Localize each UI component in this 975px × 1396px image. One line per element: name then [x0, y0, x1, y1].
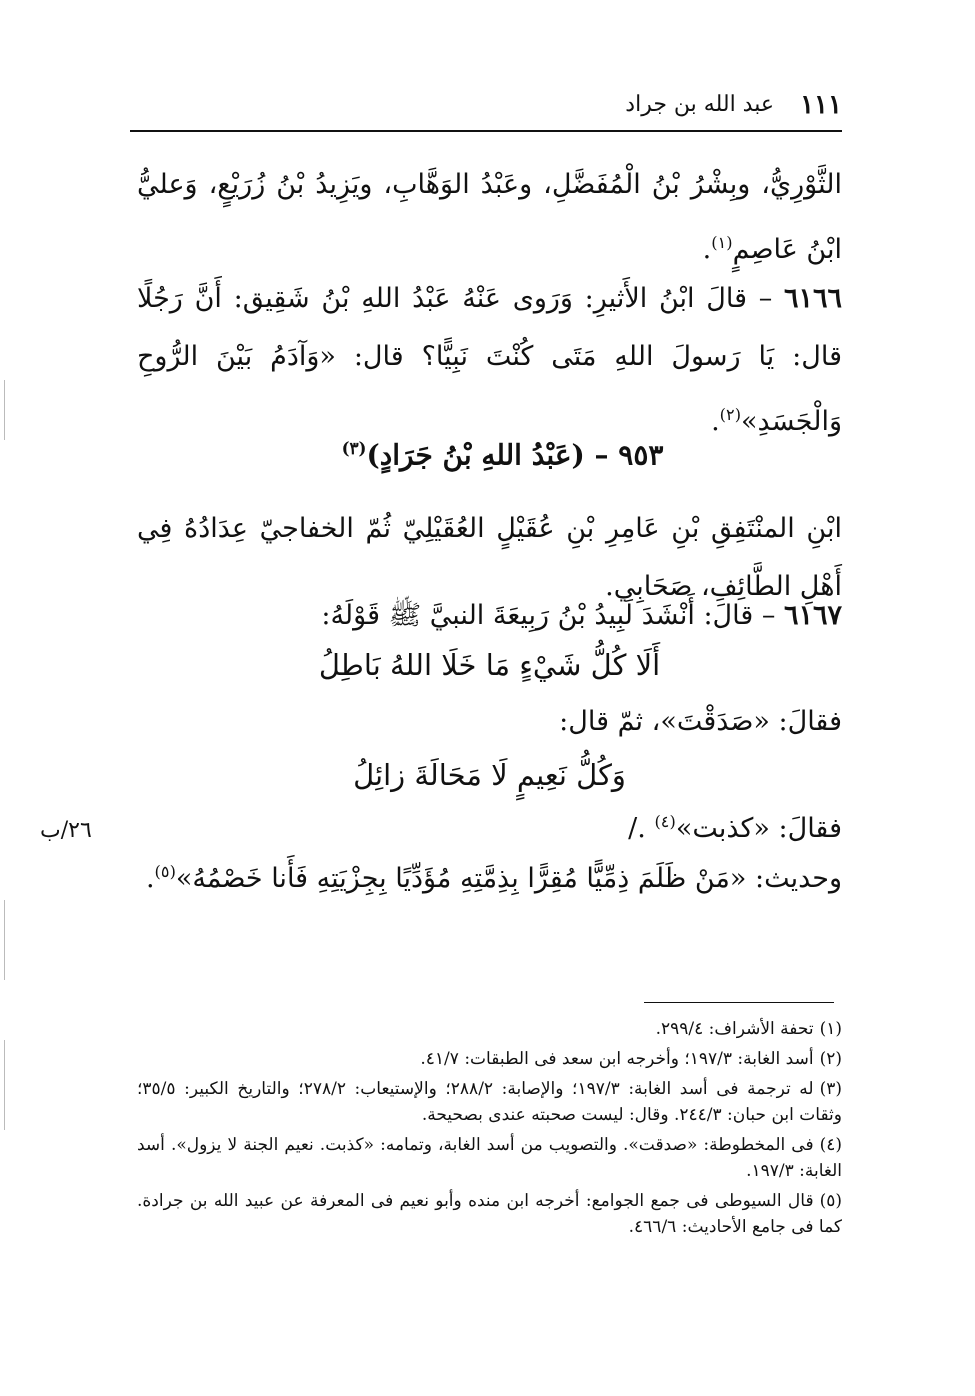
scan-edge-mark	[4, 1040, 5, 1130]
footnote-ref: (٣)	[341, 438, 367, 458]
hadith-number: ٦١٦٧	[783, 600, 842, 631]
paragraph-end: .	[711, 406, 720, 437]
paragraph-reply-second	[137, 812, 842, 844]
manuscript-folio-note: ٢٦/ب	[40, 818, 92, 843]
footnote-text: فى المخطوطة: «صدقت». والتصويب من أسد الغابة، وتمامه: «كذبت. نعيم الجنة لا يزول». أسد الغابة: ١٩٧/٣.	[137, 1135, 842, 1181]
hadith-number: ٦١٦٦	[783, 283, 842, 314]
entry-number: ٩٥٣	[618, 438, 664, 472]
paragraph-text: – قالَ: أَنْشَدَ لَبِيدُ بْنُ رَبِيعَةَ النبيَّ ﷺ قَوْلَهُ:	[321, 600, 776, 631]
paragraph-text: وحديث: «مَنْ ظَلَمَ ذِمِّيًّا مُقِرًّا بِذِمَّتِهِ مُؤَدِّيًا بِجِزْيَتِهِ فَأَنا خَصْمُهُ»	[175, 863, 842, 894]
poem-verse-first: أَلَا كُلُّ شَيْءٍ مَا خَلَا اللهُ بَاطِلُ	[318, 648, 661, 682]
running-title: عبد الله بن جراد	[625, 92, 774, 117]
paragraph-text: الثَّوْرِيُّ، وبِشْرُ بْنُ الْمُفَضَّلِ، وعَبْدُ الوَهَّابِ، ويَزِيدُ بْنُ زُرَيْعٍ، وَعليُّ ابْنُ عَاصِمٍ	[137, 169, 842, 265]
running-header	[130, 90, 842, 132]
paragraph-end: ./	[628, 813, 646, 844]
footnote-divider	[644, 1002, 834, 1003]
footnote	[137, 1132, 842, 1184]
footnote-text: قال السيوطى فى جمع الجوامع: أخرجه ابن منده وأبو نعيم فى المعرفة عن عبيد الله بن جرادة. كما فى جامع الأحاديث: ٤٦٦/٦.	[137, 1191, 842, 1237]
paragraph-hadith	[137, 862, 842, 894]
poem-verse-second: وَكُلُّ نَعِيمٍ لَا مَحَالَةَ زائِلُ	[353, 758, 626, 792]
paragraph-end: .	[145, 863, 155, 894]
footnote-ref: (٢)	[719, 405, 742, 424]
paragraph-6167	[137, 598, 842, 638]
paragraph-lineage: ابْنِ المنْتَفِقِ بْنِ عَامِرِ بْنِ عُقَيْلٍ العُقَيْلِيّ ثُمّ الخفاجيّ عِدَادُهُ فِي أَهْلِ الطَّائِفِ، صَحَابِي.	[137, 513, 842, 602]
footnote-number: (٢)	[819, 1049, 842, 1069]
footnote-ref: (١)	[711, 233, 733, 252]
page-number: ١١١	[800, 90, 842, 120]
footnote-text: أسد الغابة: ١٩٧/٣؛ وأخرجه ابن سعد فى الطبقات: ٤١/٧.	[420, 1049, 814, 1069]
paragraph-reply: فقالَ: «صَدَقْتَ»، ثمّ قال:	[559, 706, 842, 737]
scan-edge-mark	[4, 380, 5, 440]
footnote	[137, 1188, 842, 1240]
footnote	[137, 1046, 842, 1072]
footnote-number: (٣)	[819, 1079, 842, 1099]
footnote-number: (١)	[819, 1019, 842, 1039]
footnote	[137, 1076, 842, 1128]
footnote-ref: (٥)	[154, 862, 176, 881]
entry-name: – (عَبْدُ اللهِ بْنُ جَرَادٍ)	[366, 438, 609, 472]
footnotes	[137, 1016, 842, 1244]
footnote	[137, 1016, 842, 1042]
footnote-text: له ترجمة فى أسد الغابة: ١٩٧/٣؛ والإصابة: ٢٨٨/٢؛ والإستيعاب: ٢٧٨/٢؛ والتاريخ الكبير: ٣٥/٥؛ وثقات ابن حبان: ٢٤٤/٣. وقال: ليست صحبته عندى بصحيحة.	[137, 1079, 842, 1125]
paragraph-text: – قالَ ابْنُ الأَثيرِ: وَرَوى عَنْهُ عَبْدُ اللهِ بْنُ شَقِيق: أَنَّ رَجُلًا قال: يَا رَسولَ اللهِ مَتَى كُنْتَ نَبِيًّا؟ قال: «وَآدَمُ بَيْنَ الرُّوحِ وَالْجَسَدِ»	[137, 283, 842, 437]
footnote-text: تحفة الأشراف: ٢٩٩/٤.	[655, 1019, 814, 1039]
paragraph-end: .	[702, 234, 712, 265]
scan-edge-mark	[4, 900, 5, 980]
footnote-number: (٥)	[819, 1191, 842, 1211]
paragraph-6166	[137, 270, 842, 451]
footnote-number: (٤)	[819, 1135, 842, 1155]
paragraph-narrators	[137, 156, 842, 279]
paragraph-text: فقالَ: «كذبت»	[675, 813, 842, 844]
footnote-ref: (٤)	[654, 812, 676, 831]
entry-heading	[150, 438, 855, 471]
